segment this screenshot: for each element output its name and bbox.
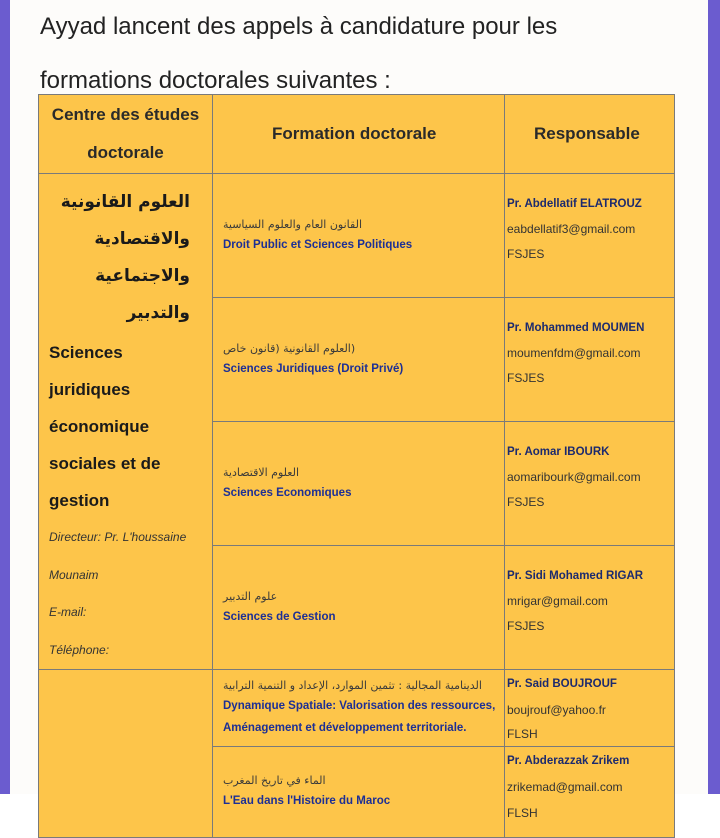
director-line: Directeur: Pr. L'houssaine [49,530,187,544]
responsable-faculty: FSJES [507,371,545,385]
responsable-faculty: FSJES [507,619,545,633]
formation-arabic: العلوم الاقتصادية [223,465,300,479]
formation-french: Sciences Juridiques (Droit Privé) [223,362,404,375]
formation-arabic: علوم التدبير [223,589,278,603]
responsable-faculty: FLSH [507,727,538,741]
formation-french: Dynamique Spatiale: Valorisation des ressources, Aménagement et développement territoriale. [223,700,496,734]
right-frame-bar [708,0,720,794]
formation-arabic: الماء في تاريخ المغرب [223,774,326,787]
header-centre: Centre des études doctorale [39,95,213,174]
formation-french: Droit Public et Sciences Politiques [223,238,413,251]
responsable-name: Pr. Abdellatif ELATROUZ [507,198,642,210]
formation-french: Sciences de Gestion [223,610,336,623]
centre-arabic-name: العلوم القانونية والاقتصادية والاجتماعية والتدبير [60,192,190,323]
responsable-email: zrikemad@gmail.com [507,780,623,794]
centre-cell [39,174,213,670]
centre-cell-empty [39,670,213,838]
responsable-cell [505,174,675,298]
formation-cell [213,174,505,298]
responsable-cell [505,422,675,546]
responsable-email: eabdellatif3@gmail.com [507,222,636,236]
responsable-name: Pr. Said BOUJROUF [507,678,617,690]
centre-contact [49,519,208,669]
formation-arabic: (العلوم القانونية (قانون خاص [223,341,356,355]
formation-cell [213,670,505,747]
formation-french: Sciences Economiques [223,486,352,499]
responsable-name: Pr. Mohammed MOUMEN [507,322,645,334]
doctoral-programs-table [38,94,675,838]
intro-line-1: Ayyad lancent des appels à candidature pour les [40,13,558,40]
responsable-cell [505,298,675,422]
formation-french: L'Eau dans l'Histoire du Maroc [223,795,391,807]
document-page [10,0,708,820]
intro-text [40,0,680,108]
responsable-name: Pr. Abderazzak Zrikem [507,755,630,767]
formation-cell [213,747,505,838]
responsable-cell [505,747,675,838]
director-name: Mounaim [49,567,99,582]
formation-cell [213,546,505,670]
responsable-cell [505,546,675,670]
responsable-email: mrigar@gmail.com [507,594,608,608]
table-row [39,174,675,298]
responsable-email: aomaribourk@gmail.com [507,470,641,484]
left-frame-bar [0,0,10,794]
intro-line-2: formations doctorales suivantes : [40,67,391,94]
responsable-cell [505,670,675,747]
header-responsable: Responsable [505,95,675,174]
formation-arabic: الدينامية المجالية : تثمين الموارد، الإعداد و التنمية الترابية [223,679,482,692]
header-formation: Formation doctorale [213,95,505,174]
phone-label: Téléphone: [49,642,110,657]
centre-latin-name: Sciences juridiques économique sociales et de gestion [49,343,161,510]
responsable-email: boujrouf@yahoo.fr [507,703,606,717]
responsable-email: moumenfdm@gmail.com [507,346,641,360]
formation-arabic: القانون العام والعلوم السياسية [223,217,362,231]
email-label: E-mail: [49,605,87,619]
formation-cell [213,298,505,422]
responsable-faculty: FLSH [507,806,538,820]
formation-cell [213,422,505,546]
table-row [39,670,675,747]
responsable-faculty: FSJES [507,247,545,261]
responsable-name: Pr. Aomar IBOURK [507,446,610,458]
responsable-faculty: FSJES [507,495,545,509]
table-header-row [39,95,675,174]
responsable-name: Pr. Sidi Mohamed RIGAR [507,570,644,582]
